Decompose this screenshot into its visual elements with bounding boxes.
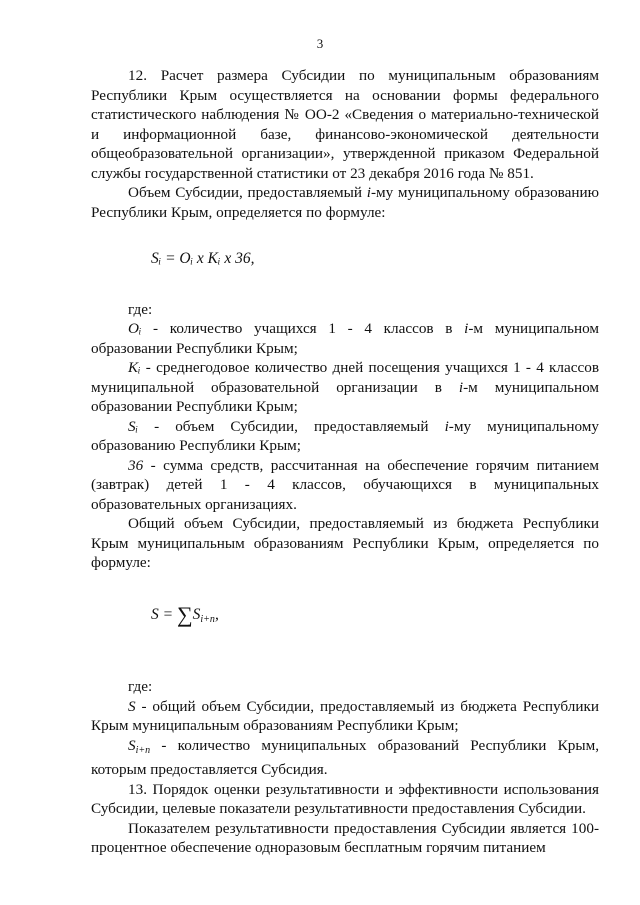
definition-k	[91, 358, 599, 417]
definition-o-index: i	[464, 320, 469, 337]
formula2-s: S	[192, 605, 201, 623]
definition-s-text-a: - объем Субсидии, предоставляемый	[138, 417, 445, 435]
where-label-2: где:	[128, 678, 153, 695]
paragraph-total-intro: Общий объем Субсидии, предоставляемый из бюджета Республики Крым муниципальным образованиям Республики Крым, определяется по формуле:	[91, 515, 599, 571]
sigma-symbol: ∑	[176, 601, 193, 627]
volume-intro-text-b: -му муниципальному образованию Республики Крым, определяется по формуле:	[91, 184, 599, 221]
formula2-subscript: i+n	[200, 613, 215, 625]
definition-s-text-b: -му муниципальному образованию Республики Крым;	[91, 417, 599, 454]
document-body	[91, 66, 599, 858]
volume-intro-text-a: Объем Субсидии, предоставляемый	[128, 184, 367, 201]
definition-s-in-subscript: i+n	[135, 744, 151, 756]
definition-36	[91, 456, 599, 515]
paragraph-indicator: Показателем результативности предоставления Субсидии является 100-процентное обеспечение одноразовым бесплатным горячим питанием	[91, 819, 599, 856]
definition-k-text-a: - среднегодовое количество дней посещения учащихся 1 - 4 классов муниципальной образовательной организации в	[91, 359, 599, 396]
definition-s-in-text: - количество муниципальных образований Республики Крым, которым предоставляется Субсидия.	[91, 736, 599, 778]
paragraph-12: 12. Расчет размера Субсидии по муниципальным образованиям Республики Крым осуществляется на основании формы федерального статистического наблюдения № ОО-2 «Сведения о материально-технической и информационной базе, финансово-экономической деятельности общеобразовательной организации», утвержденной приказом Федеральной службы государственной статистики от 23 декабря 2016 года № 851.	[91, 67, 599, 182]
definition-36-symbol: 36	[128, 456, 144, 474]
definition-s-total	[91, 697, 599, 736]
definition-o-text-b: -м муниципальном образовании Республики Крым;	[91, 320, 599, 357]
formula-subsidy-per-municipality: Sᵢ = Oᵢ x Kᵢ x 36,	[151, 250, 255, 267]
definition-k-index: i	[458, 378, 464, 396]
definition-s-in-symbol: S	[128, 736, 136, 754]
definition-s-in	[91, 736, 599, 780]
volume-intro-symbol: i	[366, 184, 371, 201]
definition-o	[91, 319, 599, 358]
formula2-lhs: S =	[151, 605, 177, 623]
definition-s	[91, 417, 599, 456]
page-number: 3	[316, 36, 324, 51]
paragraph-volume-intro	[91, 183, 599, 222]
definition-k-text-b: -м муниципальном образовании Республики Крым;	[91, 378, 599, 415]
definition-36-text: - сумма средств, рассчитанная на обеспечение горячим питанием (завтрак) детей 1 - 4 классов, обучающихся в муниципальных образовательных организациях.	[91, 456, 599, 513]
definition-s-symbol: Sᵢ	[128, 417, 138, 435]
formula-total-subsidy	[151, 601, 599, 630]
formula2-tail: ,	[214, 605, 219, 623]
where-label-1: где:	[128, 300, 153, 318]
definition-s-total-symbol: S	[128, 697, 136, 715]
definition-s-index: i	[444, 417, 449, 435]
paragraph-13: 13. Порядок оценки результативности и эффективности использования Субсидии, целевые показатели результативности предоставления Субсидии.	[91, 780, 599, 817]
definition-k-symbol: Kᵢ	[128, 359, 141, 376]
definition-o-symbol: Oᵢ	[128, 320, 142, 337]
definition-s-total-text: - общий объем Субсидии, предоставляемый из бюджета Республики Крым муниципальным образованиям Республики Крым;	[91, 697, 599, 734]
definition-o-text-a: - количество учащихся 1 - 4 классов в	[141, 320, 465, 337]
